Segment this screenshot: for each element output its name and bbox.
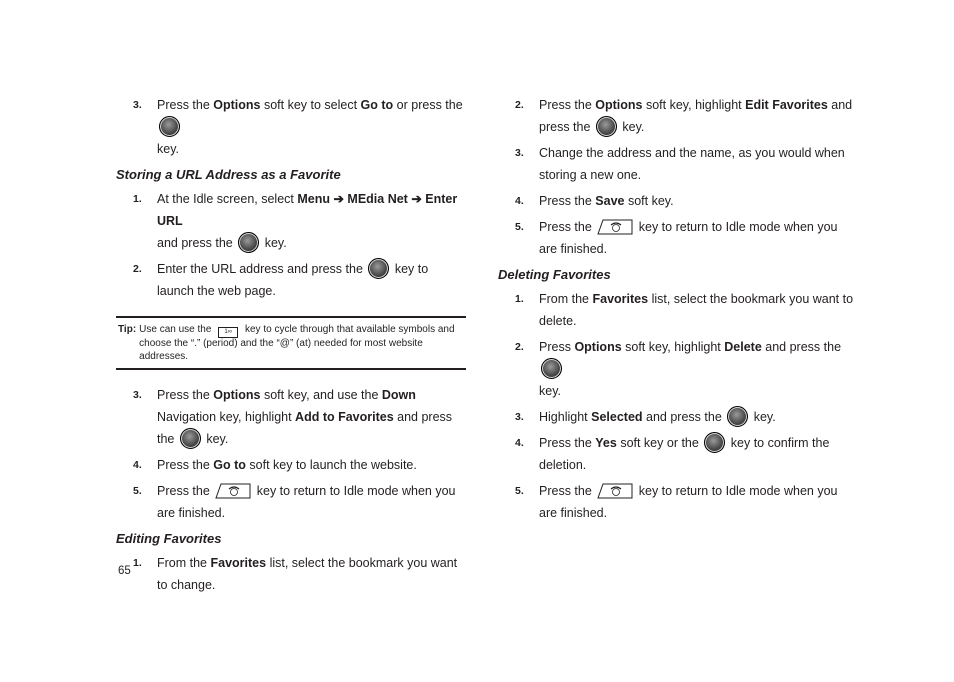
- step-text: Press Options soft key, highlight Delete and press the key.: [539, 340, 842, 398]
- step-text: Change the address and the name, as you would when storing a new one.: [539, 146, 845, 182]
- page-number: 65: [118, 565, 131, 577]
- step-text: Press the Options soft key, highlight Edit Favorites and press the key.: [539, 94, 858, 138]
- step-1-favorites-list: [116, 552, 466, 596]
- step-5-return-idle: [116, 480, 466, 524]
- step-2-enter-url: [116, 258, 466, 302]
- step-5-return-idle: [498, 480, 858, 524]
- ok-key-icon: [541, 358, 562, 379]
- ok-key-icon: [159, 116, 180, 137]
- step-text: Press the Options soft key, and use the Down Navigation key, highlight Add to Favorites and press the key.: [157, 384, 466, 450]
- ok-key-icon: [368, 258, 389, 279]
- step-number: 4.: [515, 195, 524, 207]
- step-1-idle-screen: [116, 188, 466, 254]
- ok-key-icon: [727, 406, 748, 427]
- step-4-launch-website: [116, 454, 466, 476]
- end-key-icon: [215, 483, 251, 499]
- end-key-icon: [597, 483, 633, 499]
- step-number: 1.: [133, 193, 142, 205]
- step-5-return-idle: [498, 216, 858, 260]
- section-heading-deleting-favorites: Deleting Favorites: [498, 267, 611, 282]
- step-text: Highlight Selected and press the key.: [539, 406, 858, 428]
- section-heading-storing-url: Storing a URL Address as a Favorite: [116, 167, 341, 182]
- end-key-icon: [597, 219, 633, 235]
- tip-label: Tip:: [118, 324, 137, 335]
- step-text: Enter the URL address and press the key to launch the web page.: [157, 258, 466, 302]
- step-number: 4.: [133, 459, 142, 471]
- step-text: Press the key to return to Idle mode when you are finished.: [157, 484, 456, 520]
- step-3-go-to: [116, 94, 466, 160]
- ok-key-icon: [704, 432, 725, 453]
- symbol-key-icon: 1∞: [218, 327, 238, 338]
- step-number: 2.: [515, 99, 524, 111]
- step-3-change-address: [498, 142, 858, 186]
- step-text: Press the Yes soft key or the key to confirm the deletion.: [539, 432, 858, 476]
- step-number: 1.: [133, 557, 142, 569]
- step-4-confirm-deletion: [498, 432, 858, 476]
- ok-key-icon: [180, 428, 201, 449]
- step-text: Press the Save soft key.: [539, 194, 674, 208]
- step-3-add-to-favorites: [116, 384, 466, 450]
- step-text: Press the key to return to Idle mode when you are finished.: [539, 484, 838, 520]
- left-column: [116, 94, 466, 600]
- section-heading-editing-favorites: Editing Favorites: [116, 531, 222, 546]
- step-text: Press the Go to soft key to launch the website.: [157, 458, 417, 472]
- step-text: Press the key to return to Idle mode when you are finished.: [539, 220, 838, 256]
- step-number: 5.: [515, 485, 524, 497]
- step-number: 3.: [133, 389, 142, 401]
- step-text: At the Idle screen, select Menu ➔ MEdia Net ➔ Enter URL and press the key.: [157, 188, 466, 254]
- step-number: 5.: [133, 485, 142, 497]
- ok-key-icon: [238, 232, 259, 253]
- step-text: From the Favorites list, select the bookmark you want to change.: [157, 556, 458, 592]
- step-number: 2.: [133, 263, 142, 275]
- step-text: From the Favorites list, select the bookmark you want to delete.: [539, 292, 854, 328]
- ok-key-icon: [596, 116, 617, 137]
- tip-text: Use can use the 1∞ key to cycle through that available symbols and choose the “.” (period) and the “@” (at) needed for most website addresses.: [139, 324, 455, 362]
- step-number: 1.: [515, 293, 524, 305]
- step-number: 3.: [515, 411, 524, 423]
- step-1-favorites-list: [498, 288, 858, 332]
- step-2-delete: [498, 336, 858, 402]
- step-number: 3.: [133, 99, 142, 111]
- step-4-save: [498, 190, 858, 212]
- step-text: Press the Options soft key to select Go to or press the key.: [157, 98, 463, 156]
- tip-box: [116, 316, 466, 370]
- step-number: 2.: [515, 341, 524, 353]
- step-2-edit-favorites: [498, 94, 858, 138]
- right-column: [498, 94, 858, 528]
- step-number: 5.: [515, 221, 524, 233]
- step-3-highlight-selected: [498, 406, 858, 428]
- step-number: 3.: [515, 147, 524, 159]
- step-number: 4.: [515, 437, 524, 449]
